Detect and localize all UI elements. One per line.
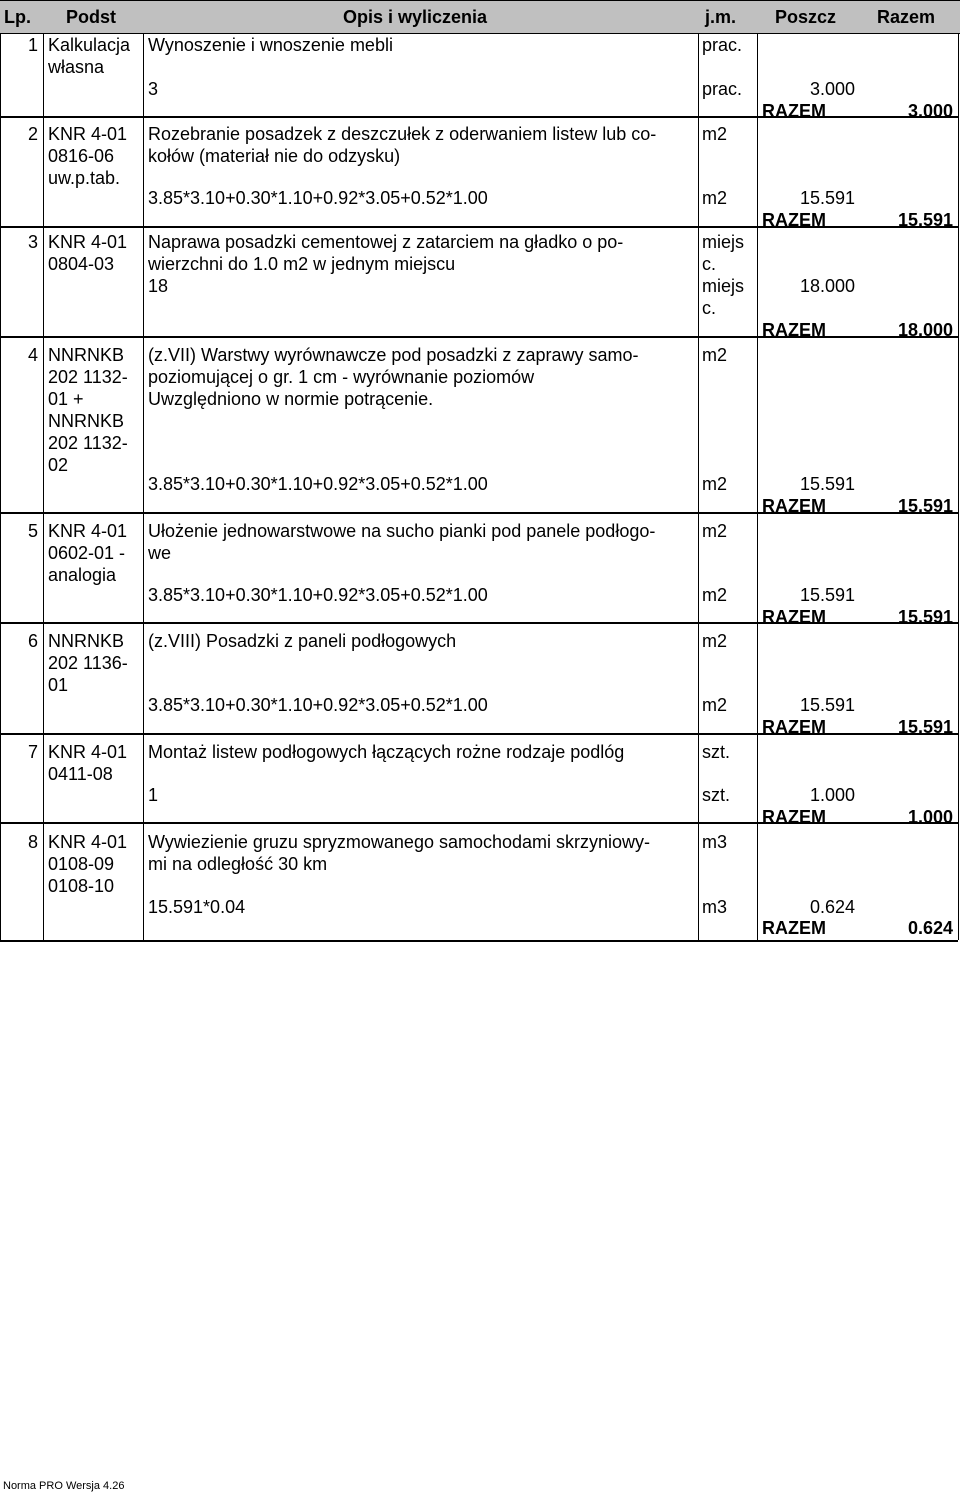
calculation-unit: c.: [702, 298, 717, 318]
column-divider: [0, 116, 1, 226]
position-basis: 202 1132-: [48, 433, 128, 453]
column-divider: [0, 226, 1, 336]
razem-value: 18.000: [897, 320, 953, 340]
column-divider: [43, 512, 44, 622]
calculation-formula: 3.85*3.10+0.30*1.10+0.92*3.05+0.52*1.00: [148, 474, 488, 494]
calculation-formula: 3.85*3.10+0.30*1.10+0.92*3.05+0.52*1.00: [148, 188, 488, 208]
position-description: (z.VII) Warstwy wyrównawcze pod posadzki z zaprawy samo-: [148, 345, 639, 365]
column-divider: [698, 622, 699, 733]
position-description: Wynoszenie i wnoszenie mebli: [148, 35, 393, 55]
column-divider: [757, 822, 758, 940]
position-number: 5: [28, 521, 39, 541]
position-description: Naprawa posadzki cementowej z zatarciem na gładko o po-: [148, 232, 624, 252]
calculation-unit: m2: [702, 585, 728, 605]
column-divider: [43, 226, 44, 336]
razem-value: 1.000: [907, 807, 953, 827]
column-divider: [43, 622, 44, 733]
column-divider: [0, 622, 1, 733]
position-unit: m2: [702, 345, 728, 365]
position-number: 4: [28, 345, 39, 365]
position-number: 7: [28, 742, 39, 762]
position-basis: KNR 4-01: [48, 124, 128, 144]
column-divider: [958, 116, 959, 226]
position-number: 2: [28, 124, 39, 144]
column-divider: [143, 116, 144, 226]
position-basis: 202 1136-: [48, 653, 128, 673]
column-divider: [43, 822, 44, 940]
position-basis: Kalkulacja: [48, 35, 131, 55]
column-divider: [143, 622, 144, 733]
header-poszcz: Poszcz: [775, 7, 837, 27]
razem-label: RAZEM: [762, 496, 826, 516]
calculation-value: 15.591: [799, 695, 855, 715]
position-number: 3: [28, 232, 39, 252]
column-divider: [698, 336, 699, 512]
razem-label: RAZEM: [762, 101, 826, 121]
column-divider: [757, 622, 758, 733]
position-basis: 02: [48, 455, 69, 475]
calculation-value: 3.000: [809, 79, 855, 99]
position-unit: prac.: [702, 35, 743, 55]
position-description: wierzchni do 1.0 m2 w jednym miejscu: [148, 254, 456, 274]
position-basis: 0804-03: [48, 254, 115, 274]
footer-version: Norma PRO Wersja 4.26: [3, 1480, 125, 1492]
column-divider: [43, 336, 44, 512]
razem-value: 15.591: [897, 496, 953, 516]
position-description: Ułożenie jednowarstwowe na sucho pianki pod panele podłogo-: [148, 521, 656, 541]
calculation-unit: miejs: [702, 276, 745, 296]
column-divider: [958, 336, 959, 512]
razem-label: RAZEM: [762, 807, 826, 827]
position-unit: m2: [702, 631, 728, 651]
razem-value: 15.591: [897, 210, 953, 230]
column-divider: [143, 512, 144, 622]
column-divider: [698, 226, 699, 336]
position-unit: c.: [702, 254, 717, 274]
calculation-unit: m3: [702, 897, 728, 917]
column-divider: [0, 34, 1, 116]
calculation-unit: szt.: [702, 785, 731, 805]
column-divider: [0, 733, 1, 822]
calculation-formula: 18: [148, 276, 169, 296]
column-divider: [0, 512, 1, 622]
calculation-formula: 1: [148, 785, 159, 805]
column-divider: [958, 733, 959, 822]
razem-value: 15.591: [897, 607, 953, 627]
column-divider: [0, 822, 1, 940]
position-basis: KNR 4-01: [48, 742, 128, 762]
position-basis: 0108-10: [48, 876, 115, 896]
table-border-top: [0, 0, 960, 1]
column-divider: [958, 34, 959, 116]
position-unit: m2: [702, 124, 728, 144]
position-description: Uwzględniono w normie potrącenie.: [148, 389, 434, 409]
position-number: 1: [28, 35, 39, 55]
column-divider: [43, 733, 44, 822]
position-number: 8: [28, 832, 39, 852]
razem-label: RAZEM: [762, 607, 826, 627]
position-description: mi na odległość 30 km: [148, 854, 328, 874]
calculation-value: 1.000: [809, 785, 855, 805]
column-divider: [958, 512, 959, 622]
position-basis: własna: [48, 57, 105, 77]
row-separator: [0, 940, 958, 942]
position-description: we: [148, 543, 172, 563]
column-divider: [958, 822, 959, 940]
calculation-value: 18.000: [799, 276, 855, 296]
column-divider: [698, 116, 699, 226]
position-basis: KNR 4-01: [48, 521, 128, 541]
column-divider: [43, 116, 44, 226]
razem-value: 0.624: [907, 918, 953, 938]
razem-value: 15.591: [897, 717, 953, 737]
position-basis: 0411-08: [48, 764, 113, 784]
razem-label: RAZEM: [762, 210, 826, 230]
calculation-unit: m2: [702, 188, 728, 208]
position-basis: 0602-01 -: [48, 543, 126, 563]
position-basis: 0108-09: [48, 854, 115, 874]
razem-label: RAZEM: [762, 320, 826, 340]
position-unit: szt.: [702, 742, 731, 762]
position-basis: 0816-06: [48, 146, 115, 166]
column-divider: [757, 733, 758, 822]
column-divider: [43, 34, 44, 116]
position-description: Montaż listew podłogowych łączących rożne rodzaje podlóg: [148, 742, 625, 762]
razem-label: RAZEM: [762, 918, 826, 938]
position-description: (z.VIII) Posadzki z paneli podłogowych: [148, 631, 457, 651]
position-basis: KNR 4-01: [48, 832, 128, 852]
header-opis: Opis i wyliczenia: [343, 7, 488, 27]
calculation-unit: prac.: [702, 79, 743, 99]
column-divider: [143, 336, 144, 512]
column-divider: [143, 822, 144, 940]
header-divider: [0, 33, 960, 34]
calculation-value: 15.591: [799, 188, 855, 208]
position-description: poziomującej o gr. 1 cm - wyrównanie poziomów: [148, 367, 535, 387]
position-basis: NNRNKB: [48, 631, 125, 651]
column-divider: [698, 34, 699, 116]
position-description: kołów (materiał nie do odzysku): [148, 146, 401, 166]
calculation-value: 15.591: [799, 585, 855, 605]
razem-value: 3.000: [907, 101, 953, 121]
position-unit: m3: [702, 832, 728, 852]
column-divider: [757, 34, 758, 116]
calculation-formula: 3: [148, 79, 159, 99]
column-divider: [757, 116, 758, 226]
header-podst: Podst: [66, 7, 117, 27]
position-basis: 01 +: [48, 389, 84, 409]
position-basis: 202 1132-: [48, 367, 128, 387]
header-jm: j.m.: [705, 7, 737, 27]
position-number: 6: [28, 631, 39, 651]
calculation-value: 0.624: [809, 897, 855, 917]
header-lp: Lp.: [4, 7, 31, 27]
calculation-value: 15.591: [799, 474, 855, 494]
column-divider: [143, 733, 144, 822]
column-divider: [698, 822, 699, 940]
position-unit: miejs: [702, 232, 745, 252]
header-razem: Razem: [877, 7, 936, 27]
calculation-formula: 3.85*3.10+0.30*1.10+0.92*3.05+0.52*1.00: [148, 695, 488, 715]
position-basis: NNRNKB: [48, 345, 125, 365]
calculation-unit: m2: [702, 695, 728, 715]
position-basis: uw.p.tab.: [48, 168, 121, 188]
calculation-unit: m2: [702, 474, 728, 494]
calculation-formula: 3.85*3.10+0.30*1.10+0.92*3.05+0.52*1.00: [148, 585, 488, 605]
column-divider: [958, 226, 959, 336]
position-basis: NNRNKB: [48, 411, 125, 431]
column-divider: [143, 34, 144, 116]
position-basis: analogia: [48, 565, 117, 585]
column-divider: [0, 336, 1, 512]
column-divider: [698, 733, 699, 822]
position-unit: m2: [702, 521, 728, 541]
position-description: Rozebranie posadzek z deszczułek z oderwaniem listew lub co-: [148, 124, 657, 144]
razem-label: RAZEM: [762, 717, 826, 737]
position-basis: 01: [48, 675, 69, 695]
calculation-formula: 15.591*0.04: [148, 897, 246, 917]
table-header: [0, 0, 960, 34]
column-divider: [143, 226, 144, 336]
column-divider: [958, 622, 959, 733]
column-divider: [698, 512, 699, 622]
position-basis: KNR 4-01: [48, 232, 128, 252]
position-description: Wywiezienie gruzu spryzmowanego samochodami skrzyniowy-: [148, 832, 651, 852]
